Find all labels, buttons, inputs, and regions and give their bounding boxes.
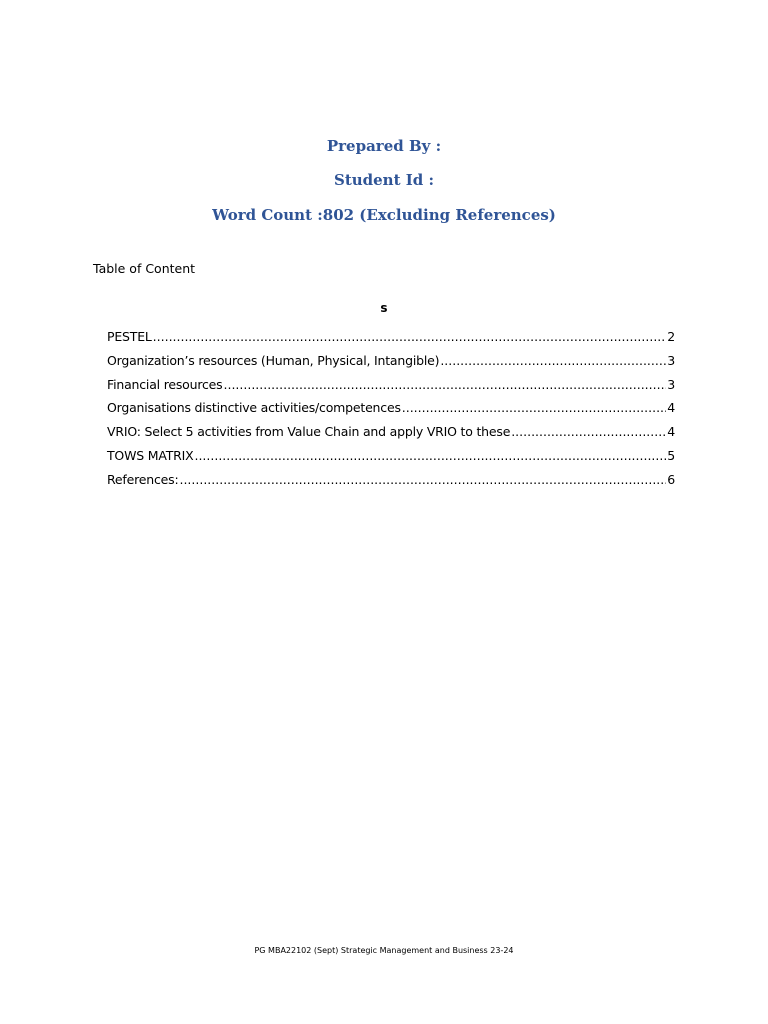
toc-entry-page: 3 xyxy=(667,376,675,392)
toc-entry-page: 5 xyxy=(667,447,675,463)
toc-entry-page: 6 xyxy=(667,471,675,487)
toc-entry-title: PESTEL xyxy=(107,329,152,344)
toc-entry-title: Organization’s resources (Human, Physical, Intangible) xyxy=(107,352,440,368)
toc-dot-leader xyxy=(224,377,667,392)
toc-entry-distinctive-competences[interactable] xyxy=(107,400,675,424)
toc-entry-page: 4 xyxy=(667,424,675,440)
toc-entry-page: 3 xyxy=(667,352,675,368)
student-id-line: Student Id : xyxy=(333,171,435,189)
page-footer: PG MBA22102 (Sept) Strategic Management and Business 23-24 xyxy=(254,946,514,955)
toc-dot-leader xyxy=(179,472,666,487)
toc-entry-page: 2 xyxy=(667,329,675,344)
toc-heading-continuation: s xyxy=(380,301,388,315)
toc-entry-title: TOWS MATRIX xyxy=(107,447,194,463)
toc-entry-vrio[interactable] xyxy=(107,424,675,448)
toc-dot-leader xyxy=(511,424,666,439)
toc-entry-pestel[interactable] xyxy=(107,329,675,353)
toc-entry-references[interactable] xyxy=(107,472,675,496)
toc-dot-leader xyxy=(194,448,666,463)
toc-entry-title: Financial resources xyxy=(107,376,223,392)
word-count-line: Word Count :802 (Excluding References) xyxy=(212,206,556,224)
toc-entry-tows-matrix[interactable] xyxy=(107,448,675,472)
toc-entry-title: References: xyxy=(107,471,179,487)
toc-entry-title: VRIO: Select 5 activities from Value Chain and apply VRIO to these xyxy=(107,424,511,440)
toc-dot-leader xyxy=(153,329,667,344)
toc-list xyxy=(107,329,675,496)
prepared-by-line: Prepared By : xyxy=(326,137,442,155)
toc-dot-leader xyxy=(440,353,666,368)
toc-entry-title: Organisations distinctive activities/competences xyxy=(107,400,401,416)
toc-entry-financial-resources[interactable] xyxy=(107,377,675,401)
toc-dot-leader xyxy=(402,400,666,415)
toc-entry-page: 4 xyxy=(667,400,675,416)
toc-heading: Table of Content xyxy=(93,261,196,276)
toc-entry-organization-resources[interactable] xyxy=(107,353,675,377)
